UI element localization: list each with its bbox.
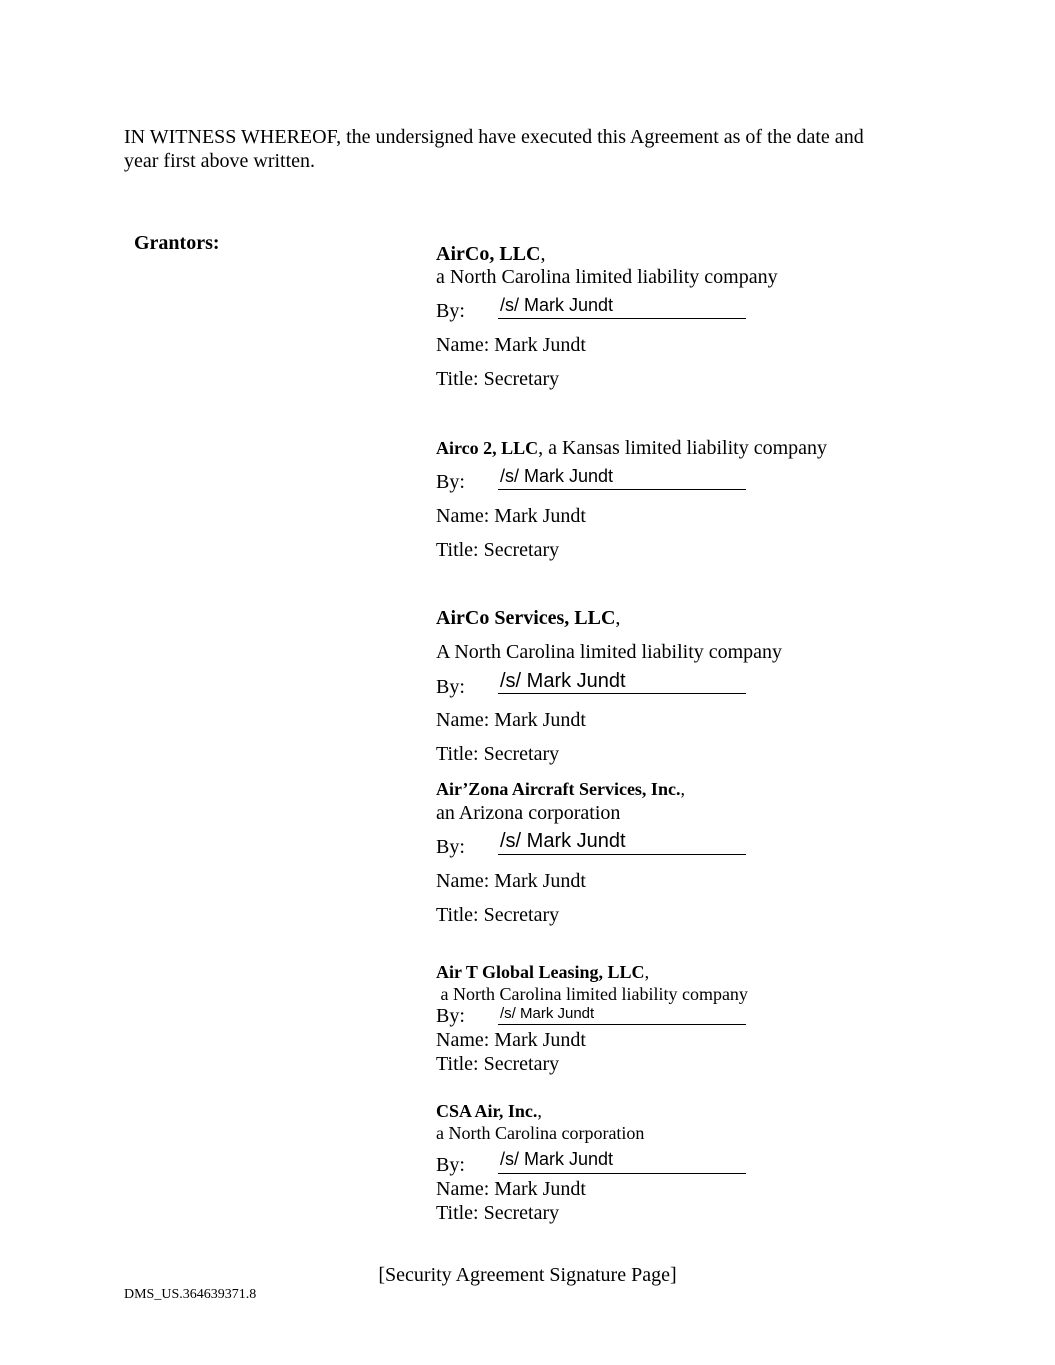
company-description: a North Carolina limited liability company [436, 984, 748, 1004]
company-name: Air T Global Leasing, LLC [436, 962, 645, 982]
by-label: By: [436, 300, 465, 322]
signature-line [498, 854, 746, 855]
signature-text: /s/ Mark Jundt [500, 1005, 595, 1022]
title-line: Title: Secretary [436, 368, 560, 390]
title-line: Title: Secretary [436, 1202, 560, 1224]
grantors-heading: Grantors: [134, 232, 220, 254]
company-description: A North Carolina limited liability company [436, 641, 783, 663]
company-description: a North Carolina limited liability company [436, 266, 778, 288]
company-name: CSA Air, Inc. [436, 1101, 538, 1121]
title-line: Title: Secretary [436, 904, 560, 926]
company-name-line [436, 436, 827, 460]
company-name-line [436, 961, 649, 983]
footer-doc-id: DMS_US.364639371.8 [124, 1287, 257, 1302]
company-suffix: , [540, 243, 546, 265]
footer-page-label: [Security Agreement Signature Page] [378, 1264, 677, 1286]
signature-line [498, 693, 746, 694]
company-name: Air’Zona Aircraft Services, Inc. [436, 779, 681, 799]
company-name: AirCo Services, LLC [436, 607, 616, 629]
company-name: AirCo, LLC [436, 243, 541, 265]
name-line: Name: Mark Jundt [436, 870, 586, 892]
intro-line-1: IN WITNESS WHEREOF, the undersigned have executed this Agreement as of the date and [124, 126, 864, 148]
company-name-line [436, 1100, 542, 1122]
by-label: By: [436, 1005, 465, 1027]
by-label: By: [436, 676, 465, 698]
name-line: Name: Mark Jundt [436, 334, 586, 356]
company-description: a North Carolina corporation [436, 1123, 645, 1143]
company-description: an Arizona corporation [436, 802, 621, 824]
company-name-line [436, 778, 685, 800]
signature-line [498, 489, 746, 490]
title-line: Title: Secretary [436, 743, 560, 765]
company-name-line [436, 606, 620, 630]
by-label: By: [436, 836, 465, 858]
by-label: By: [436, 471, 465, 493]
title-line: Title: Secretary [436, 1053, 560, 1075]
name-line: Name: Mark Jundt [436, 1178, 586, 1200]
title-line: Title: Secretary [436, 539, 560, 561]
company-name-line [436, 242, 545, 266]
signature-line [498, 1173, 746, 1174]
by-label: By: [436, 1154, 465, 1176]
signature-line [498, 1024, 746, 1025]
intro-paragraph [124, 125, 924, 173]
signature-text: /s/ Mark Jundt [500, 295, 614, 315]
name-line: Name: Mark Jundt [436, 1029, 586, 1051]
company-name: Airco 2, LLC [436, 438, 539, 458]
intro-line-2: year first above written. [124, 150, 316, 172]
company-suffix: , [615, 607, 621, 629]
signature-text: /s/ Mark Jundt [500, 670, 626, 692]
signature-text: /s/ Mark Jundt [500, 830, 626, 852]
company-suffix: , [537, 1101, 542, 1121]
name-line: Name: Mark Jundt [436, 709, 586, 731]
signature-line [498, 318, 746, 319]
signature-text: /s/ Mark Jundt [500, 1149, 614, 1169]
company-suffix: , a Kansas limited liability company [538, 437, 827, 459]
company-suffix: , [680, 779, 685, 799]
name-line: Name: Mark Jundt [436, 505, 586, 527]
company-suffix: , [644, 962, 650, 982]
signature-text: /s/ Mark Jundt [500, 466, 614, 486]
